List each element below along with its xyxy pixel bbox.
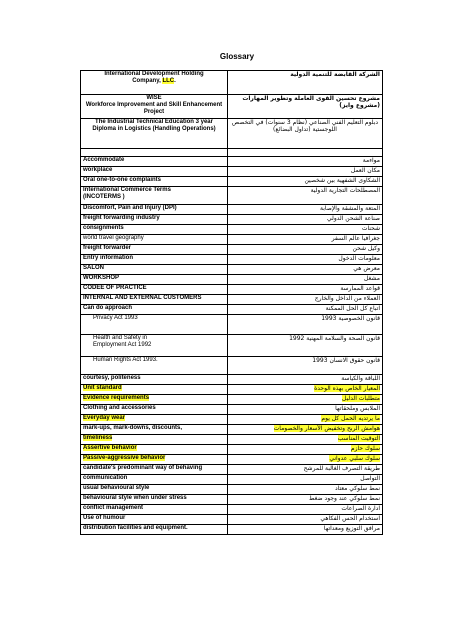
glossary-table [80, 70, 383, 535]
table-row [81, 149, 383, 157]
term-english: International Commerce Terms (INCOTERMS ) [81, 187, 228, 205]
term-english: Clothing and accessories [81, 405, 228, 415]
term-arabic: الشكاوى الشفهية بين شخصين [228, 177, 383, 187]
table-row [81, 295, 383, 305]
table-row [81, 445, 383, 455]
term-english: Oral one-to-one complaints [81, 177, 228, 187]
table-row [81, 157, 383, 167]
term-english: Human Rights Act 1993. [81, 357, 228, 375]
table-row [81, 95, 383, 119]
term-arabic: المتعة والمشقة والإصابة [228, 205, 383, 215]
table-row [81, 285, 383, 295]
term-english: WISE Workforce Improvement and Skill Enhancement Project [81, 95, 228, 119]
term-arabic: مكان العمل [228, 167, 383, 177]
term-english: Discomfort, Pain and Injury (DPI) [81, 205, 228, 215]
term-english: Can do approach [81, 305, 228, 315]
term-english: consignments [81, 225, 228, 235]
highlighted-term: Passive-aggressive behavior [83, 455, 166, 461]
term-arabic: وكيل شحن [228, 245, 383, 255]
table-row [81, 177, 383, 187]
term-english: Accommodate [81, 157, 228, 167]
highlighted-term: Evidence requirements [83, 395, 150, 401]
term-arabic: المصطلحات التجارية الدولية [228, 187, 383, 205]
table-row [81, 357, 383, 375]
term-english: world travel geography [81, 235, 228, 245]
highlighted-term: Unit standard [83, 385, 122, 391]
highlighted-term: هوامش الربح وتخفيض الأسعار والخصومات [273, 425, 380, 432]
term-arabic: دبلوم التعليم الفني الصناعي (نظام 3 سنوات) في التخصص اللوجستية (تداول البضائع) [228, 119, 383, 149]
term-english: freight forwarder [81, 245, 228, 255]
table-row [81, 119, 383, 149]
term-english [81, 395, 228, 405]
table-row [81, 495, 383, 505]
term-arabic: مواءمة [228, 157, 383, 167]
glossary-title: Glossary [219, 52, 255, 61]
table-row [81, 187, 383, 205]
term-english: Privacy Act 1993 [81, 315, 228, 335]
term-arabic [228, 385, 383, 395]
table-row [81, 205, 383, 215]
term-arabic: مشروع تحسين القوى العاملة وتطوير المهارات (مشروع وايز) [228, 95, 383, 119]
term-english: Entry information [81, 255, 228, 265]
term-english [81, 435, 228, 445]
table-row [81, 525, 383, 535]
table-row [81, 485, 383, 495]
table-row [81, 235, 383, 245]
term-arabic [228, 445, 383, 455]
term-arabic: صناعة الشحن الدولي [228, 215, 383, 225]
term-english: mark-ups, mark-downs, discounts, [81, 425, 228, 435]
term-arabic: معلومات الدخول [228, 255, 383, 265]
table-row [81, 385, 383, 395]
table-row [81, 415, 383, 425]
highlighted-term: التوقيت المناسب [337, 435, 380, 442]
table-row [81, 475, 383, 485]
table-row [81, 465, 383, 475]
term-arabic: طريقة التصرف الغالبة للمرشح [228, 465, 383, 475]
table-row [81, 375, 383, 385]
term-english [81, 385, 228, 395]
term-arabic: مرافق التوزيع ومعداتها [228, 525, 383, 535]
term-arabic: الشركة القابضة للتنمية الدولية [228, 71, 383, 95]
term-english [81, 415, 228, 425]
term-english: International Development Holding Company, LLC. [81, 71, 228, 95]
term-english: WORKSHOP [81, 275, 228, 285]
table-row [81, 455, 383, 465]
table-row [81, 435, 383, 445]
term-arabic: اتباع كل الحل الممكنة [228, 305, 383, 315]
term-english: candidate's predominant way of behaving [81, 465, 228, 475]
table-row [81, 71, 383, 95]
term-arabic: نمط سلوكي عند وجود ضغط [228, 495, 383, 505]
term-english: usual behavioural style [81, 485, 228, 495]
term-arabic: قانون حقوق الانسان 1993 [228, 357, 383, 375]
table-row [81, 215, 383, 225]
table-row [81, 245, 383, 255]
table-row [81, 265, 383, 275]
table-row [81, 335, 383, 357]
highlighted-term: متطلبات الدليل [342, 395, 380, 402]
highlighted-term: ما يرتديه الحمل كل يوم [321, 415, 380, 422]
term-arabic: اللباقة والكياسة [228, 375, 383, 385]
table-row [81, 255, 383, 265]
term-english: Health and Safety in Employment Act 1992 [81, 335, 228, 357]
term-arabic [228, 455, 383, 465]
term-english: INTERNAL AND EXTERNAL CUSTOMERS [81, 295, 228, 305]
table-row [81, 225, 383, 235]
table-row [81, 305, 383, 315]
term-english: workplace [81, 167, 228, 177]
highlighted-term: سلوك حازم [350, 445, 380, 452]
term-arabic: معرض هي [228, 265, 383, 275]
term-english: SALON [81, 265, 228, 275]
table-row [81, 405, 383, 415]
term-arabic: جغرافيا عالم السفر [228, 235, 383, 245]
term-arabic: استخدام الحس الفكاهي [228, 515, 383, 525]
term-arabic [228, 415, 383, 425]
term-english [81, 149, 228, 157]
term-arabic: ادارة الصراعات [228, 505, 383, 515]
highlighted-term: Everyday wear [83, 415, 126, 421]
term-arabic: قانون الخصوصية 1993 [228, 315, 383, 335]
term-arabic: قواعد الممارسة [228, 285, 383, 295]
term-arabic [228, 425, 383, 435]
table-row [81, 515, 383, 525]
highlighted-term: سلوك سلبي عدواني [329, 455, 380, 462]
term-arabic: شحنات [228, 225, 383, 235]
term-arabic: نمط سلوكي معتاد [228, 485, 383, 495]
table-row [81, 275, 383, 285]
term-arabic: قانون الصحة والسلامة المهنية 1992 [228, 335, 383, 357]
term-english: freight forwarding industry [81, 215, 228, 225]
term-english: communication [81, 475, 228, 485]
term-english: The Industrial Technical Education 3 year Diploma in Logistics (Handling Operations) [81, 119, 228, 149]
term-english: Use of humour [81, 515, 228, 525]
term-english [81, 455, 228, 465]
term-arabic: التواصل [228, 475, 383, 485]
term-english: courtesy, politeness [81, 375, 228, 385]
term-english: conflict management [81, 505, 228, 515]
term-arabic [228, 149, 383, 157]
table-row [81, 505, 383, 515]
highlighted-term: Assertive behavior [83, 445, 137, 451]
term-english [81, 445, 228, 455]
table-row [81, 315, 383, 335]
highlighted-term: timeliness [83, 435, 113, 441]
highlighted-term: المعيار الخاص بهذه الوحدة [314, 385, 380, 392]
table-row [81, 395, 383, 405]
table-row [81, 425, 383, 435]
term-english: behavioural style when under stress [81, 495, 228, 505]
term-arabic [228, 435, 383, 445]
term-english: CODEE OF PRACTICE [81, 285, 228, 295]
term-arabic: العملاء من الداخل والخارج [228, 295, 383, 305]
table-row [81, 167, 383, 177]
term-arabic [228, 395, 383, 405]
term-arabic: الملابس وملحقاتها [228, 405, 383, 415]
term-english: distribution facilities and equipment. [81, 525, 228, 535]
term-arabic: مشغل [228, 275, 383, 285]
